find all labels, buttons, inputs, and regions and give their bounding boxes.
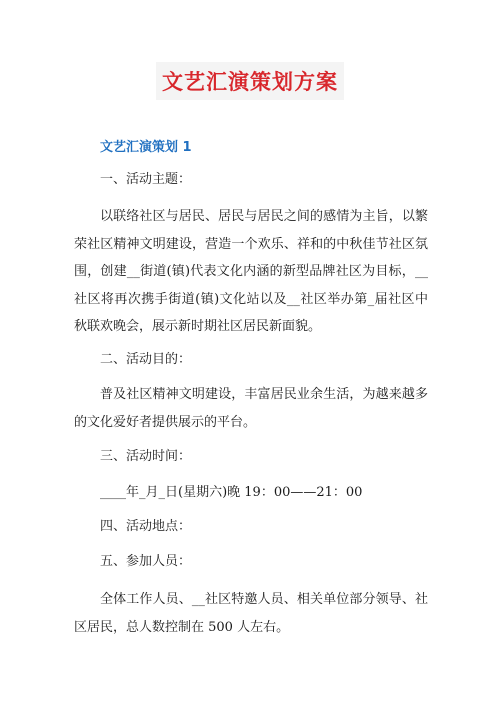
participants-paragraph: 全体工作人员、__社区特邀人员、相关单位部分领导、社区居民，总人数控制在 500 人左右。 bbox=[74, 592, 428, 635]
participants-heading: 五、参加人员： bbox=[100, 554, 192, 569]
document-title: 文艺汇演策划方案 bbox=[156, 62, 344, 100]
purpose-heading: 二、活动目的： bbox=[100, 352, 192, 367]
section-subtitle: 文艺汇演策划 1 bbox=[100, 140, 192, 155]
location-heading: 四、活动地点： bbox=[100, 519, 192, 534]
purpose-paragraph: 普及社区精神文明建设，丰富居民业余生活，为越来越多的文化爱好者提供展示的平台。 bbox=[74, 387, 428, 430]
theme-heading: 一、活动主题： bbox=[100, 172, 192, 187]
title-container bbox=[0, 62, 500, 100]
theme-paragraph: 以联络社区与居民、居民与居民之间的感情为主旨，以繁荣社区精神文明建设，营造一个欢乐、祥和的中秋佳节社区氛围，创建__街道(镇)代表文化内涵的新型品牌社区为目标，__社区将再次携手街道(镇)文化站以及__社区举办第_届社区中秋联欢晚会，展示新时期社区居民新面貌。 bbox=[74, 209, 428, 334]
time-paragraph: ____年_月_日(星期六)晚 19：00——21：00 bbox=[100, 485, 363, 500]
time-heading: 三、活动时间： bbox=[100, 449, 192, 464]
